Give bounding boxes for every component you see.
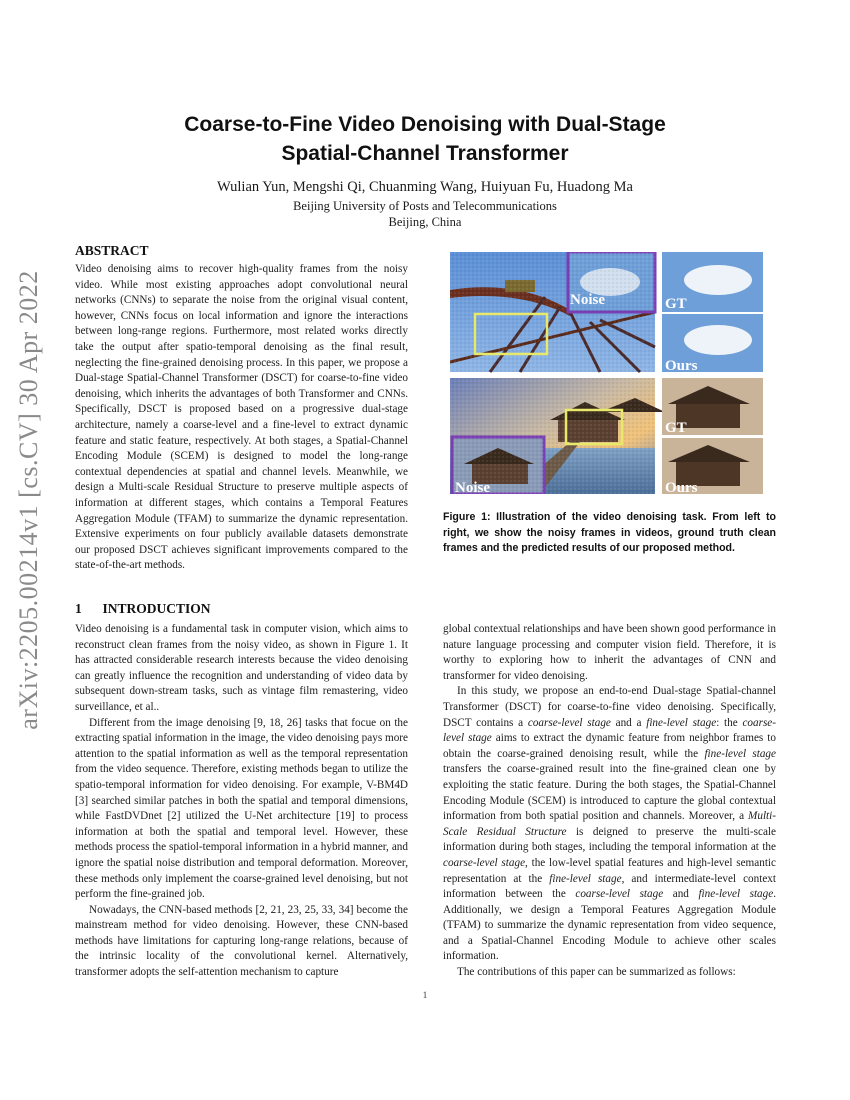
figure-1-illustration [450,252,763,494]
figure-1-caption: Figure 1: Illustration of the video denoising task. From left to right, we show the noisy frames in videos, ground truth clean frames and the predicted results of our proposed method. [443,511,776,554]
affiliation-institution: Beijing University of Posts and Telecommunications [293,199,557,213]
arxiv-identifier-text: arXiv:2205.00214v1 [cs.CV] 30 Apr 2022 [14,270,44,730]
coaster-noise-inset [568,252,655,312]
bungalow-ours-crop [662,438,763,494]
bungalow-noise-inset [452,437,544,494]
introduction-right-column [443,622,776,981]
figure-1 [450,252,763,494]
affiliation [110,198,740,230]
arxiv-identifier-stamp [0,270,58,730]
title-line-2: Spatial-Channel Transformer [281,142,569,165]
intro-right-paragraph-1: global contextual relationships and have been shown good performance in nature language processing and computer vision field. Therefore, it is worthy to exploring how to inherit the advantages of CNN and transformer for video denoising. [443,623,776,682]
abstract-body [75,262,408,574]
page-number: 1 [422,990,428,1000]
section-number: 1 [75,601,82,616]
intro-right-paragraph-2: In this study, we propose an end-to-end Dual-stage Spatial-channel Transformer (DSCT) for coarse-to-fine video denoising. Specifically, DSCT contains a coarse-level stage and a fine-level stage: the coarse-level stage aims to extract the dynamic feature from neighbor frames to obtain the coarse-grained denoising result, while the fine-level stage transfers the coarse-grained result into the fine-grained clean one by exploiting the static feature. During the both stages, the Spatial-Channel Encoding Module (SCEM) is introduced to capture the global contextual information from both spatial position and channels. Moreover, a Multi-Scale Residual Structure is deigned to preserve the multi-scale information during both stages, including the temporal information at the coarse-level stage, the low-level spatial features and high-level semantic representation at the fine-level stage, and intermediate-level context information between the coarse-level stage and fine-level stage. Additionally, we design a Temporal Features Aggregation Module (TFAM) to summarize the dynamic representation from video sequence, and a Spatial-Channel Encoding Module to achieve other scales information. [443,685,777,963]
intro-paragraph-1: Video denoising is a fundamental task in computer vision, which aims to reconstruct clean frames from the noisy video, as shown in Figure 1. It has attracted considerable research interests because the video denoising can greatly influence the recognition and understanding of video data by subsequent down-stream tasks, such as vintage film remastering, video surveillance, et al.. [75,623,408,713]
gt-label-top: GT [665,296,687,312]
introduction-heading [75,600,408,617]
noise-label-top: Noise [570,292,605,308]
gt-label-bottom: GT [665,420,687,436]
noise-label-bottom: Noise [455,480,490,494]
intro-right-paragraph-3: The contributions of this paper can be summarized as follows: [457,966,736,979]
paper-title [150,110,700,168]
ours-label-top: Ours [665,358,698,374]
bungalow-gt-crop [662,378,763,436]
author-list: Wulian Yun, Mengshi Qi, Chuanming Wang, Huiyuan Fu, Huadong Ma [217,179,633,195]
introduction-left-column [75,622,408,981]
abstract-paragraph: Video denoising aims to recover high-quality frames from the noisy video. While most existing approaches adopt convolutional neural networks (CNNs) to separate the noise from the original visual content, however, CNNs focus on local information and ignore the interactions between long-range regions. Furthermore, most related works directly take the output after spatio-temporal denoising as the final result, neglecting the fine-grained denoising process. In this paper, we propose a Dual-stage Spatial-Channel Transformer (DSCT) for coarse-to-fine video denoising, which inherits the advantages of both Transformer and CNNs. Specifically, DSCT is proposed based on a progressive dual-stage architecture, namely a coarse-level and a fine-level to extract dynamic feature and static feature, respectively. At both stages, a Spatial-Channel Encoding Module (SCEM) is designed to model the long-range contextual dependencies at spatial and channel levels. Meanwhile, we design a Multi-scale Residual Structure to preserve multiple aspects of information at different stages, which contains a Temporal Features Aggregation Module (TFAM) to summarize the dynamic representation. Extensive experiments on four publicly available datasets demonstrate our proposed DSCT achieves significant improvements compared to the state-of-the-art methods. [75,263,408,572]
intro-paragraph-3: Nowadays, the CNN-based methods [2, 21, 23, 25, 33, 34] become the mainstream method for video denoising. However, these CNN-based methods have limitations for capturing long-range relations, because of the intrinsic locality of the convolutional kernel. Alternatively, transformer adopts the self-attention mechanism to capture [75,903,408,979]
section-title: INTRODUCTION [102,601,211,616]
abstract-heading: ABSTRACT [75,243,149,258]
title-line-1: Coarse-to-Fine Video Denoising with Dual-Stage [184,113,666,136]
coaster-ours-crop [662,314,763,374]
coaster-gt-crop [662,252,763,312]
intro-paragraph-2: Different from the image denoising [9, 18, 26] tasks that focue on the extracting spatial information in the image, the video denoising pays more attention to the spatial information as well as the temporal representation from the video sequence. Therefore, existing methods began to utilize the spatio-temporal information for video denoising. For example, V-BM4D [3] searched similar patches in both the spatial and temporal dimensions, while FastDVDnet [2] utilized the U-Net architecture [19] to process information at both the spatial and temporal level. However, these methods process the spatiol-temporal information in a hybrid manner, and ignore the spatial noise distribution and temporal deformation. Moreover, these methods only implement the coarse-grained level denoising, but not perform the fine-grained job. [75,716,408,901]
ours-label-bottom: Ours [665,480,698,494]
affiliation-location: Beijing, China [388,215,462,229]
